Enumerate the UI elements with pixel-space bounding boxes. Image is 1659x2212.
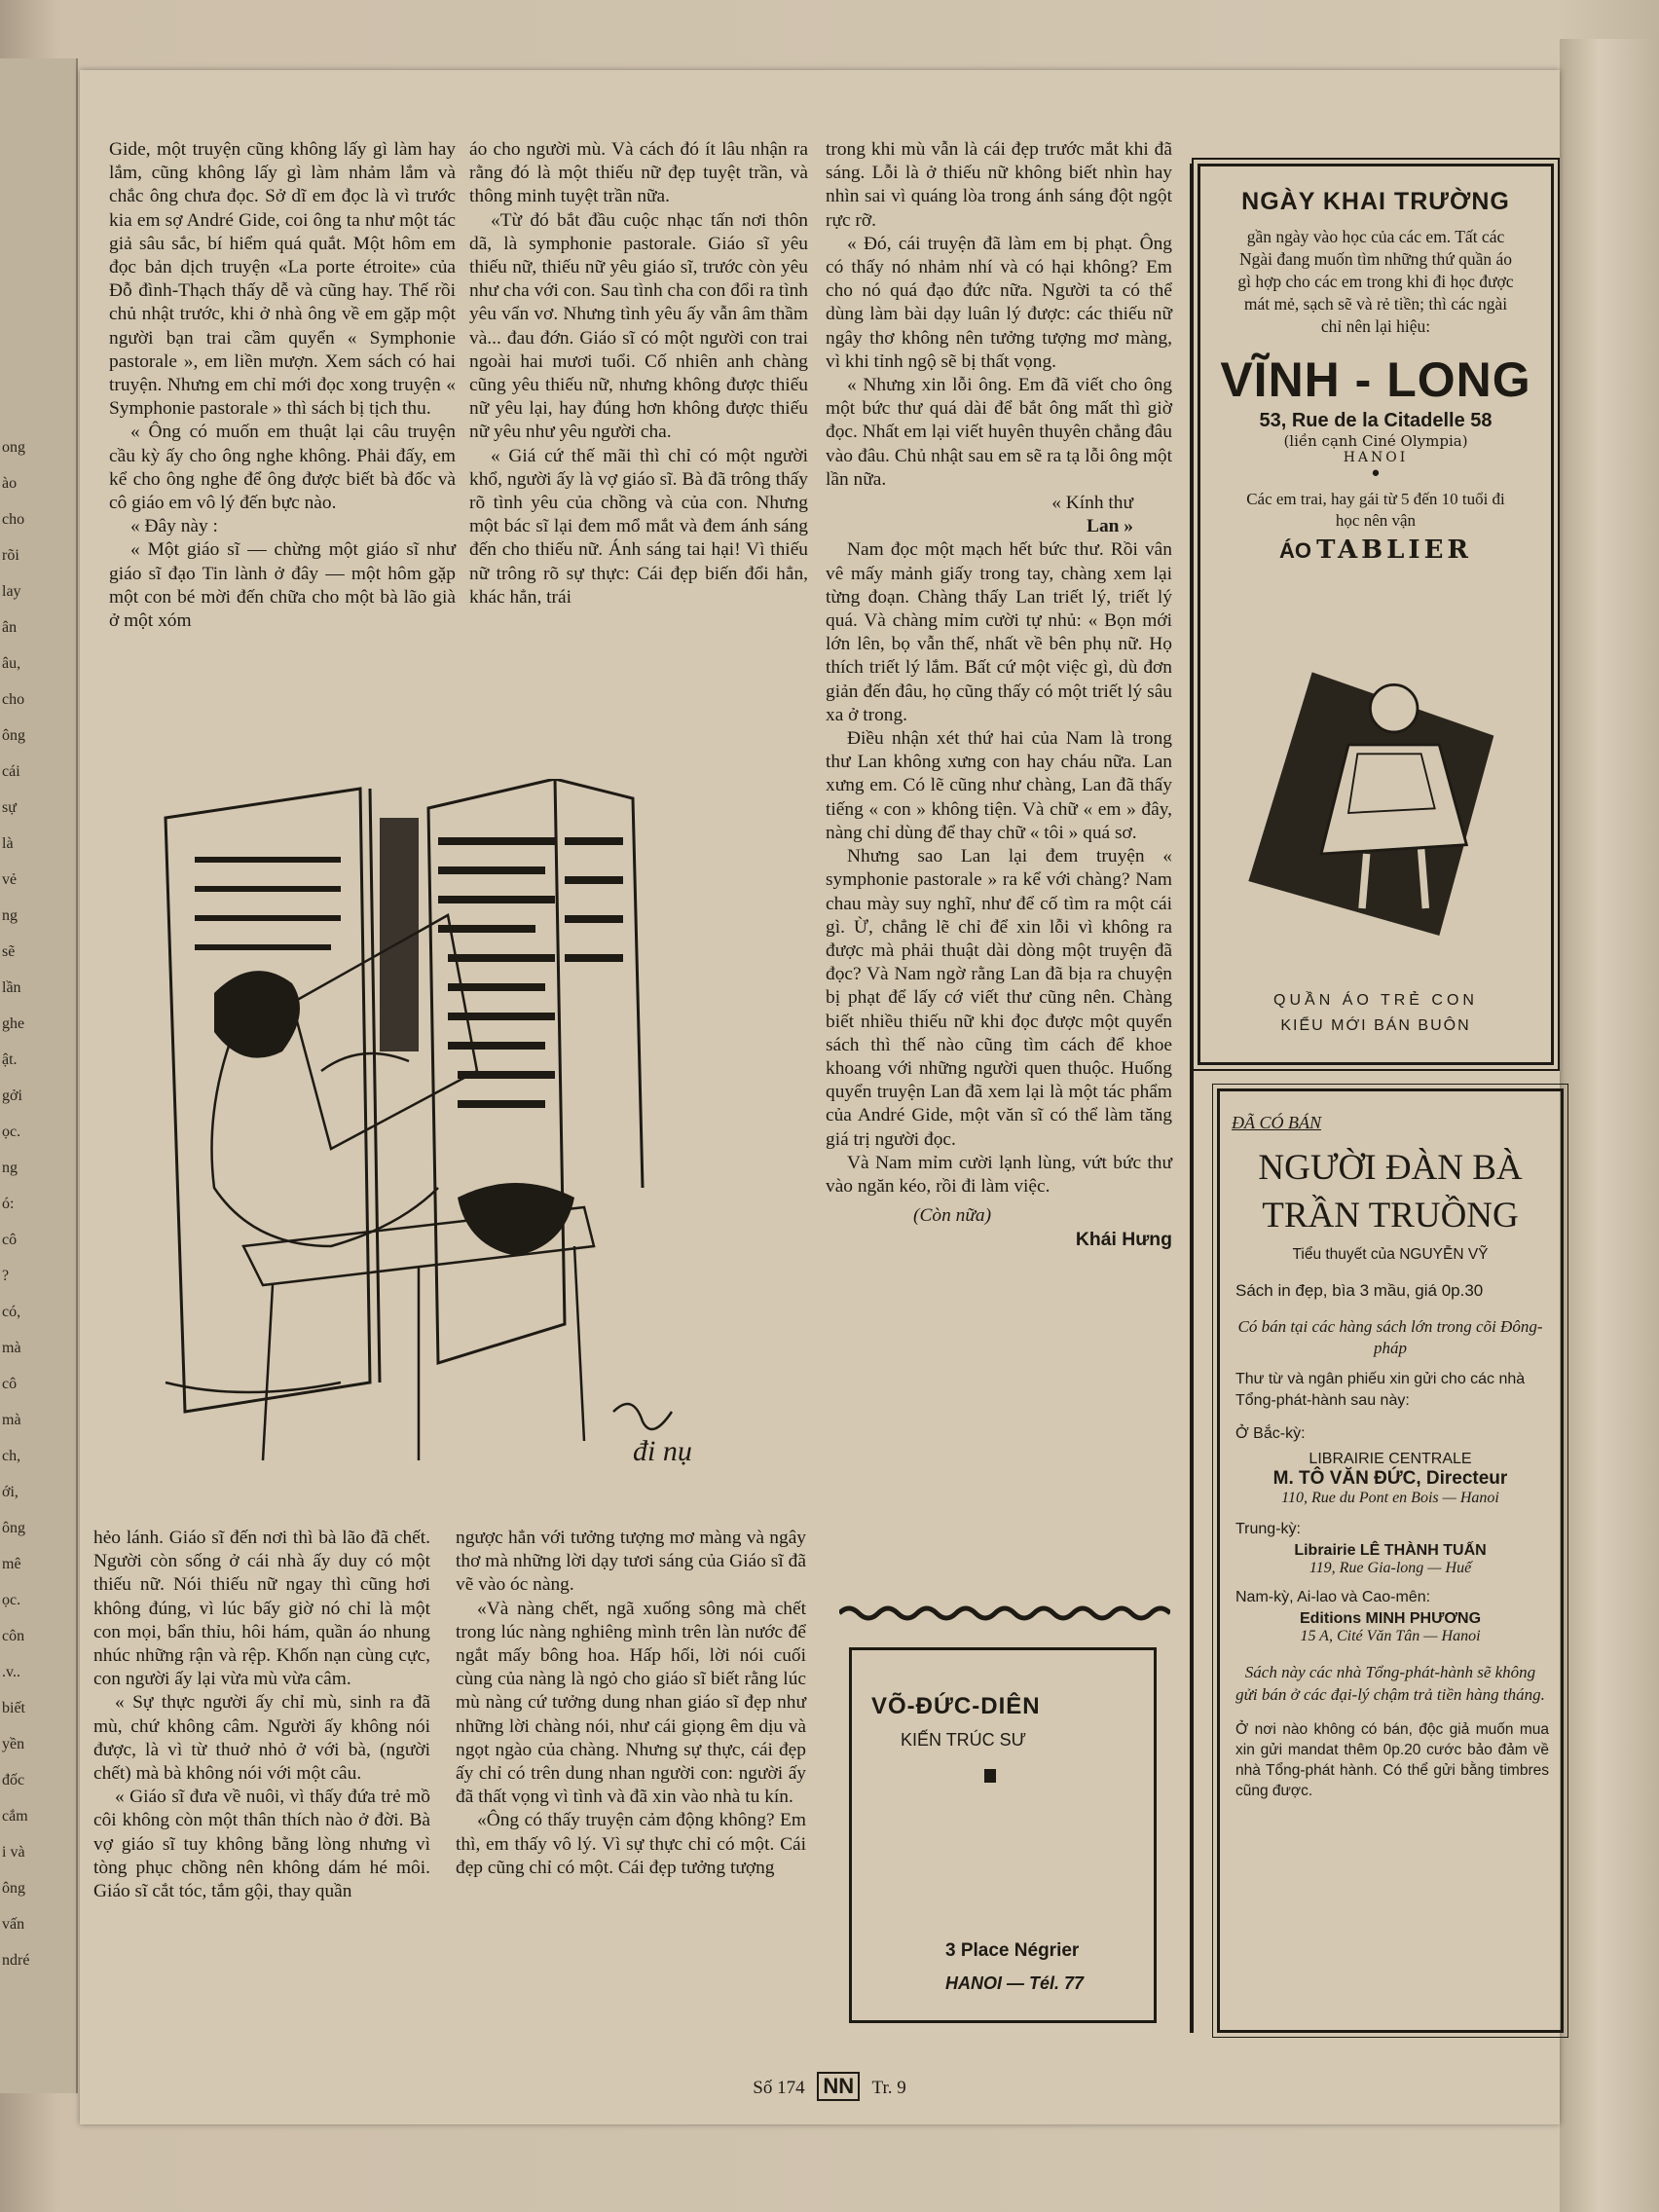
ad-offer: Các em trai, hay gái từ 5 đến 10 tuổi đi học nên vận xyxy=(1246,490,1505,530)
ad-tablier-line xyxy=(1200,535,1551,565)
ad-book-shops: Có bán tại các hàng sách lớn trong cõi Đông-pháp xyxy=(1237,1317,1543,1357)
previous-page-fragment: ng xyxy=(2,907,18,924)
page-number: Tr. 9 xyxy=(871,2078,906,2098)
ad-ao: ÁO xyxy=(1278,538,1311,563)
ad-book-region-1: Ở Bắc-kỳ: xyxy=(1235,1425,1306,1442)
author-name: Khái Hưng xyxy=(1075,1229,1172,1251)
previous-page-fragment: rõi xyxy=(2,547,19,564)
previous-page-fragment: yền xyxy=(2,1736,25,1752)
ad-book-dist-1-name: LIBRAIRIE CENTRALE xyxy=(1309,1451,1472,1467)
page-footer xyxy=(0,2072,1659,2101)
newspaper-logo: NN xyxy=(817,2072,860,2101)
article-paragraph: hẻo lánh. Giáo sĩ đến nơi thì bà lão đã chết. Người còn sống ở cái nhà ấy duy có một thiếu nữ. Nói thiếu nữ ngay thì cũng hơi không đúng, vì lúc bấy giờ nó chỉ là một con mọi, bẩn thỉu, hôi hám, quần áo nhung nhúc những rận và rệp. Khốn nạn cùng cực, con người ấy lại vừa mù vừa câm. xyxy=(93,1528,430,1690)
article-paragraph: «Và nàng chết, ngã xuống sông mà chết trong lúc nàng nghiêng mình trên làn nước để ngắt mấy bông hoa. Hấp hối, lời nói cuối cùng của nàng là ngỏ cho giáo sĩ biết rằng lúc mù nàng cứ tưởng dung nhan giáo sĩ đẹp như những lời chàng nói, như cái giọng êm dịu và ngọt ngào của chàng. Nhưng sự thực, cái đẹp ấy chỉ có trên dung nhan người con: người ấy đã thất vọng vì tình và đã xin vào nhà tu kín. xyxy=(456,1598,806,1808)
ad-tagline-2: KIỂU MỚI BÁN BUÔN xyxy=(1280,1017,1471,1034)
ad-bullet: • xyxy=(1369,462,1382,487)
previous-page-fragment: ghe xyxy=(2,1015,25,1032)
ad-book-dist-1-addr: 110, Rue du Pont en Bois — Hanoi xyxy=(1281,1490,1499,1506)
illustration-signature: đi nụ xyxy=(633,1435,692,1467)
column-rule xyxy=(1190,164,1194,2033)
previous-page-fragment: đốc xyxy=(2,1772,25,1788)
previous-page-fragment: vẻ xyxy=(2,871,18,888)
previous-page-fragment: cô xyxy=(2,1232,18,1248)
ad-tagline: QUẦN ÁO TRẺ CON xyxy=(1273,992,1478,1009)
ad-book-dist-2-name: Librairie LÊ THÀNH TUẤN xyxy=(1294,1542,1487,1559)
ad-book-orders: Thư từ và ngân phiếu xin gửi cho các nhà Tổng-phát-hành sau này: xyxy=(1235,1371,1526,1409)
previous-page-fragment: mê xyxy=(2,1556,21,1572)
previous-page-fragment: ông xyxy=(2,1880,25,1897)
article-paragraph: Nhưng sao Lan lại đem truyện « symphonie pastorale » ra kể với chàng? Nam chau mày suy nghĩ, như để cố tìm ra một cái gì. Ừ, chẳng lẽ chỉ để xin lỗi vì không ra được mà phải thuật dài dòng một truyện đã đọc? Và Nam ngờ rằng Lan đã bịa ra chuyện bị phạt để lấy cớ viết thư cũng nên. Chàng biết nhiều thiếu nữ khi đọc được một quyển sách thì thế nào cũng tìm cách để khoe khoang với những người quen thuộc. Huống quyển truyện Lan đã xem lại là một tác phẩm của André Gide, một văn sĩ có thể làm tăng giá trị người đọc. xyxy=(826,846,1172,1150)
article-paragraph: Và Nam mỉm cười lạnh lùng, vứt bức thư vào ngăn kéo, rồi đi làm việc. xyxy=(826,1152,1172,1197)
letter-signature: Lan » xyxy=(1087,516,1133,537)
article-paragraph: « Một giáo sĩ — chừng một giáo sĩ như giáo sĩ đạo Tin lành ở đây — một hôm gặp một con bé mời đến chữa cho một bà lão già ở một xóm xyxy=(109,539,456,632)
letter-closing: « Kính thư xyxy=(1051,493,1133,514)
previous-page-edge xyxy=(0,58,78,2093)
previous-page-fragment: .v.. xyxy=(2,1664,20,1680)
article-paragraph: áo cho người mù. Và cách đó ít lâu nhận ra rằng đó là một thiếu nữ đẹp tuyệt trần, và thông minh tuyệt trần nữa. xyxy=(469,139,808,207)
to-be-continued: (Còn nữa) xyxy=(913,1205,992,1227)
ad-book-note-2: Ở nơi nào không có bán, độc giả muốn mua xin gửi mandat thêm 0p.20 cước bảo đảm về nhà Tổng-phát hành. Có thể gửi bằng timbres cũng được. xyxy=(1235,1721,1549,1799)
previous-page-fragment: mà xyxy=(2,1412,21,1428)
article-column-1 xyxy=(109,138,456,633)
previous-page-fragment: ông xyxy=(2,727,25,744)
stacked-pages-edge xyxy=(1560,39,1659,2212)
ad-book-dist-2-addr: 119, Rue Gia-long — Huế xyxy=(1309,1560,1472,1576)
previous-page-fragment: côn xyxy=(2,1628,25,1644)
article-paragraph: Nam đọc một mạch hết bức thư. Rồi vân vê mấy mảnh giấy trong tay, chàng xem lại từng đoạn. Chàng thấy Lan triết lý, triết lý quá. Và chàng mỉm cười tự nhủ: « Bọn mới lớn lên, bọ vẫn thế, nhất về bên phụ nữ. Họ thích triết lý lắm. Bất cứ một việc gì, dù đơn giản đến đâu, họ cũng thấy có một triết lý sâu xa ở trong. xyxy=(826,539,1172,725)
previous-page-fragment: gởi xyxy=(2,1088,22,1104)
ad-book-dist-1-owner: M. TÔ VĂN ĐỨC, Directeur xyxy=(1272,1468,1508,1489)
ad-book xyxy=(1217,1088,1564,2033)
article-paragraph: « Nhưng xin lỗi ông. Em đã viết cho ông một bức thư quá dài để bắt ông mất thì giờ đọc. Nhất em lại viết huyên thuyên chẳng đâu vào đâu. Chủ nhật sau em sẽ ra tạ lỗi ông một lần nữa. xyxy=(826,375,1172,490)
ad-book-kicker: ĐÃ CÓ BÁN xyxy=(1232,1113,1321,1132)
ad-city: HANOI xyxy=(1343,450,1409,465)
previous-page-fragment: là xyxy=(2,835,14,852)
issue-number: Số 174 xyxy=(753,2078,805,2098)
article-paragraph: « Ông có muốn em thuật lại câu truyện cầu kỳ ấy cho ông nghe không. Phải đấy, em kể cho ông nghe để ông được biết bà đốc và cô giáo em vô lý đến bực nào. xyxy=(109,422,456,514)
article-paragraph: Gide, một truyện cũng không lấy gì làm hay lắm, cũng không lấy gì làm nhảm lắm và chắc ông chưa đọc. Sở dĩ em đọc là vì trước kia em sợ André Gide, coi ông ta như một tác giả sâu sắc, bí hiểm quá quắt. Một hôm em đọc bản dịch truyện «La porte étroite» của Đỗ đình-Thạch thấy dễ và cũng hay. Thế rồi chủ nhật trước, khi ở nhà ông về em gặp một người bạn trai cầm quyển « Symphonie pastorale », em liền mượn. Xem sách có hai truyện. Nhưng em chỉ mới đọc xong truyện « Symphonie pastorale » thì sách bị tịch thu. xyxy=(109,139,456,420)
article-paragraph: Điều nhận xét thứ hai của Nam là trong thư Lan không xưng con hay cháu nữa. Lan xưng em. Có lẽ cũng như chàng, Lan đã thấy tiếng « con » không tiện. Và chữ « em » đây, nàng chỉ dùng để thay chữ « tôi » quá sơ. xyxy=(826,728,1172,843)
ad-architect-address: 3 Place Négrier xyxy=(945,1940,1080,1961)
ad-tablier: TABLIER xyxy=(1316,535,1473,565)
ad-near: (liền cạnh Ciné Olympia) xyxy=(1283,432,1468,450)
article-column-2-bottom xyxy=(456,1527,806,1880)
ad-book-region-3: Nam-kỳ, Ai-lao và Cao-mên: xyxy=(1235,1589,1431,1605)
article-column-3 xyxy=(826,138,1172,1252)
ad-book-title-2: TRẦN TRUỒNG xyxy=(1262,1196,1519,1235)
previous-page-fragment: mà xyxy=(2,1340,21,1356)
ad-vinh-long xyxy=(1198,164,1554,1065)
article-paragraph: trong khi mù vẫn là cái đẹp trước mắt khi đã sáng. Lỗi là ở thiếu nữ không biết nhìn hay nhìn sai vì quáng lòa trong ánh sáng đột ngột rực rỡ. xyxy=(826,139,1172,231)
previous-page-fragment: ? xyxy=(2,1268,10,1284)
previous-page-fragment: ndré xyxy=(2,1952,30,1969)
ad-brand: VĨNH - LONG xyxy=(1220,352,1531,407)
previous-page-fragment: ong xyxy=(2,439,25,456)
previous-page-fragment: ọc. xyxy=(2,1592,21,1608)
ad-book-note-1: Sách này các nhà Tổng-phát-hành sẽ không gửi bán ở các đại-lý chậm trả tiền hàng tháng. xyxy=(1235,1663,1545,1704)
article-column-2 xyxy=(469,138,808,609)
previous-page-fragment: cô xyxy=(2,1376,18,1392)
ad-book-dist-3-name: Editions MINH PHƯƠNG xyxy=(1299,1610,1482,1627)
ad-architect-title: KIẾN TRÚC SƯ xyxy=(901,1730,1027,1750)
article-paragraph: « Đây này : xyxy=(130,516,218,537)
previous-page-fragment: có, xyxy=(2,1304,21,1320)
previous-page-fragment: biết xyxy=(2,1700,25,1716)
article-column-1-bottom xyxy=(93,1527,430,1903)
ad-girl-illustration xyxy=(1239,653,1512,945)
previous-page-fragment: ới, xyxy=(2,1484,18,1500)
previous-page-fragment: ng xyxy=(2,1160,18,1176)
previous-page-fragment: ật. xyxy=(2,1051,18,1068)
previous-page-fragment: ân xyxy=(2,619,18,636)
ad-book-author: Tiểu thuyết của NGUYỄN VỸ xyxy=(1292,1246,1489,1263)
previous-page-fragment: ông xyxy=(2,1520,25,1536)
article-paragraph: « Đó, cái truyện đã làm em bị phạt. Ông có thấy nó nhảm nhí và có hại không? Em cho nó quá đạo đức nữa. Người ta có thể dùng làm bài dạy luân lý được: các thiếu nữ ngây thơ không nên tưởng tượng mơ màng, vì khi tỉnh ngộ sẽ bị thất vọng. xyxy=(826,233,1172,372)
article-paragraph: « Giá cứ thế mãi thì chỉ có một người khổ, người ấy là vợ giáo sĩ. Bà đã trông thấy rõ tình yêu của chồng và của con. Nhưng một bác sĩ lại đem mổ mắt và đem ánh sáng đến cho thiếu nữ. Ánh sáng tai hại! Vì thiếu nữ trông rõ sự thực: Cái đẹp biến đổi hẳn, khác hẳn, trái xyxy=(469,445,808,608)
previous-page-fragment: ào xyxy=(2,475,18,492)
ad-address: 53, Rue de la Citadelle 58 xyxy=(1259,410,1493,431)
pen-illustration-woman-reading xyxy=(127,779,750,1499)
ad-architect-mark xyxy=(984,1769,996,1783)
previous-page-fragment: lần xyxy=(2,979,21,996)
ad-architect-city-tel: HANOI — Tél. 77 xyxy=(945,1973,1085,1993)
ad-architect-name: VÕ-ĐỨC-DIÊN xyxy=(871,1693,1041,1719)
ad-book-title-1: NGƯỜI ĐÀN BÀ xyxy=(1258,1148,1523,1188)
previous-page-fragment: lay xyxy=(2,583,21,600)
byline-row xyxy=(826,1204,1172,1228)
article-paragraph: « Giáo sĩ đưa về nuôi, vì thấy đứa trẻ mồ côi không còn một thân thích nào ở đời. Bà vợ giáo sĩ tuy không bằng lòng nhưng vì tòng phục chồng nên không dám hé môi. Giáo sĩ cắt tóc, tắm gội, thay quần xyxy=(93,1787,430,1902)
article-paragraph: ngược hẳn với tưởng tượng mơ màng và ngây thơ mà những lời dạy tươi sáng của Giáo sĩ đã vẽ vào óc nàng. xyxy=(456,1528,806,1596)
previous-page-fragment: ch, xyxy=(2,1448,21,1464)
previous-page-fragment: âu, xyxy=(2,655,21,672)
ad-book-price: Sách in đẹp, bìa 3 mầu, giá 0p.30 xyxy=(1235,1281,1484,1300)
ad-heading: NGÀY KHAI TRƯỜNG xyxy=(1241,188,1510,215)
article-paragraph: «Ông có thấy truyện cảm động không? Em thì, em thấy vô lý. Vì sự thực chỉ có một. Cái đẹp cũng chỉ có một. Cái đẹp tưởng tượng xyxy=(456,1810,806,1878)
previous-page-fragment: sự xyxy=(2,799,17,816)
ad-intro: gần ngày vào học của các em. Tất các Ngài đang muốn tìm những thứ quần áo gì hợp cho các em trong khi đi học được mát mẻ, sạch sẽ và rẻ tiền; thì các ngài chỉ nên lại hiệu: xyxy=(1237,227,1514,336)
ad-book-region-2: Trung-kỳ: xyxy=(1235,1521,1301,1537)
article-paragraph: «Từ đó bắt đầu cuộc nhạc tấn nơi thôn dã, là symphonie pastorale. Giáo sĩ yêu thiếu nữ, thiếu nữ yêu giáo sĩ, trước còn yêu như cha với con. Sau tình cha con đổi ra tình yêu vẩn vơ. Nhưng tình yêu ấy vẫn âm thầm và... đau đớn. Giáo sĩ có một người con trai ngoài hai mươi tuổi. Cố nhiên anh chàng cũng yêu thiếu nữ, nhưng không được thiếu nữ yêu lại, hay đúng hơn không được thiếu nữ yêu như yêu người cha. xyxy=(469,209,808,443)
previous-page-fragment: cái xyxy=(2,763,20,780)
previous-page-fragment: vấn xyxy=(2,1916,25,1933)
previous-page-fragment: ó: xyxy=(2,1196,15,1212)
ad-book-dist-3-addr: 15 A, Cité Văn Tân — Hanoi xyxy=(1300,1628,1481,1644)
ad-architect xyxy=(849,1647,1157,2023)
article-paragraph: « Sự thực người ấy chỉ mù, sinh ra đã mù, chứ không câm. Người ấy không nói được, là vì từ thuở nhỏ ở với bà, (người chết) mà bà không nói với một câu. xyxy=(93,1692,430,1785)
previous-page-fragment: cho xyxy=(2,691,25,708)
previous-page-fragment: ọc. xyxy=(2,1124,21,1140)
wavy-divider xyxy=(839,1602,1170,1625)
previous-page-fragment: i và xyxy=(2,1844,25,1861)
previous-page-fragment: cho xyxy=(2,511,25,528)
previous-page-fragment: sẽ xyxy=(2,943,16,960)
previous-page-fragment: cắm xyxy=(2,1808,28,1825)
